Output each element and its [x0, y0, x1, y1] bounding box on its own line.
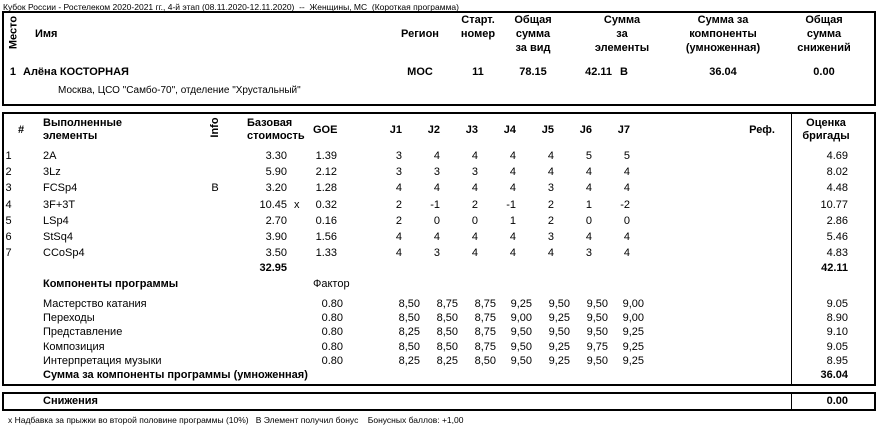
judge-score: 9,25 — [622, 355, 644, 367]
skater-start-number: 11 — [472, 66, 484, 78]
element-panel-score: 4.48 — [826, 182, 848, 194]
element-row — [0, 166, 880, 183]
judge-score: 9,50 — [548, 298, 570, 310]
judge-score: 3 — [547, 182, 554, 194]
element-score-total: 42.11 — [821, 262, 848, 274]
judge-score: 4 — [433, 150, 440, 162]
judge-score: 9,50 — [510, 341, 532, 353]
judge-score: 9,25 — [548, 341, 570, 353]
element-panel-score: 4.69 — [826, 150, 848, 162]
judge-score: 9,50 — [510, 326, 532, 338]
judge-score: 4 — [471, 182, 478, 194]
judge-score: 8,50 — [474, 355, 496, 367]
judge-score: 2 — [395, 199, 402, 211]
element-number: 6 — [5, 231, 12, 243]
judge-score: 8,25 — [436, 355, 458, 367]
col-header-start-1: Старт. — [461, 14, 495, 26]
elements-header-info: Info — [209, 117, 221, 138]
element-goe: 2.12 — [315, 166, 337, 178]
judge-score: 8,50 — [398, 298, 420, 310]
element-name: StSq4 — [43, 231, 73, 243]
element-goe: 1.56 — [315, 231, 337, 243]
judge-header: J4 — [503, 124, 516, 136]
deductions-box — [2, 392, 876, 411]
col-header-elements-2: за — [616, 28, 628, 40]
judge-score: 9,25 — [548, 355, 570, 367]
judge-score: 4 — [471, 150, 478, 162]
judge-score: 1 — [585, 199, 592, 211]
element-number: 7 — [5, 247, 12, 259]
elements-header-panel-2: бригады — [802, 130, 850, 142]
judge-score: 8,50 — [398, 312, 420, 324]
element-name: 3Lz — [43, 166, 61, 178]
judge-score: 4 — [585, 166, 592, 178]
col-header-deductions-1: Общая — [805, 14, 843, 26]
judge-score: 8,25 — [398, 326, 420, 338]
components-title: Компоненты программы — [43, 278, 179, 290]
element-base-value: 3.90 — [265, 231, 287, 243]
judge-score: 4 — [471, 247, 478, 259]
element-row — [0, 199, 880, 216]
judge-score: 8,50 — [398, 341, 420, 353]
judge-header: J3 — [465, 124, 478, 136]
judge-score: 4 — [547, 166, 554, 178]
skater-element-score: 42.11 — [585, 66, 612, 78]
judge-score: 5 — [585, 150, 592, 162]
judge-score: 9,75 — [586, 341, 608, 353]
judge-score: 8,75 — [474, 312, 496, 324]
judge-score: 4 — [547, 150, 554, 162]
judge-score: 3 — [471, 166, 478, 178]
judge-score: 4 — [509, 247, 516, 259]
judge-score: 8,75 — [474, 326, 496, 338]
judge-score: 5 — [623, 150, 630, 162]
element-base-value: 10.45 — [259, 199, 287, 211]
judge-score: 3 — [433, 247, 440, 259]
components-header-row — [0, 278, 880, 295]
judge-header: J7 — [617, 124, 630, 136]
elements-header-num: # — [18, 124, 25, 136]
component-panel-score: 9.05 — [826, 298, 848, 310]
elements-total-row — [0, 262, 880, 279]
judge-score: 4 — [433, 182, 440, 194]
element-goe: 0.16 — [315, 215, 337, 227]
judge-score: 4 — [585, 182, 592, 194]
judge-header: J6 — [579, 124, 592, 136]
judge-score: 8,75 — [474, 341, 496, 353]
component-factor: 0.80 — [321, 312, 343, 324]
judge-score: -1 — [430, 199, 440, 211]
element-name: 2A — [43, 150, 57, 162]
judge-score: 4 — [395, 247, 402, 259]
judge-score: 4 — [395, 182, 402, 194]
component-factor: 0.80 — [321, 326, 343, 338]
element-name: CCoSp4 — [43, 247, 85, 259]
component-panel-score: 9.10 — [826, 326, 848, 338]
judge-score: 4 — [623, 182, 630, 194]
judge-header: J1 — [389, 124, 402, 136]
skater-region: МОС — [407, 66, 433, 78]
col-header-deductions-3: снижений — [797, 42, 851, 54]
component-factor: 0.80 — [321, 298, 343, 310]
judge-score: 3 — [395, 150, 402, 162]
col-header-deductions-2: сумма — [806, 28, 842, 40]
judge-score: 4 — [623, 166, 630, 178]
judge-score: 8,50 — [436, 341, 458, 353]
judge-score: 4 — [623, 231, 630, 243]
judge-score: 3 — [585, 247, 592, 259]
judge-score: 4 — [547, 247, 554, 259]
elements-header-goe: GOE — [313, 124, 338, 136]
component-name: Интерпретация музыки — [43, 355, 162, 367]
col-header-place: Место — [7, 15, 20, 50]
components-sum-row — [0, 369, 880, 386]
col-header-components-2: компоненты — [689, 28, 757, 40]
judge-score: 4 — [509, 182, 516, 194]
element-number: 5 — [5, 215, 12, 227]
judge-score: 2 — [547, 199, 554, 211]
col-header-elements-3: элементы — [594, 42, 650, 54]
judge-score: 9,25 — [622, 341, 644, 353]
col-header-elements-1: Сумма — [603, 14, 641, 26]
component-panel-score: 8.90 — [826, 312, 848, 324]
judge-score: -1 — [506, 199, 516, 211]
element-number: 2 — [5, 166, 12, 178]
elements-header-judges — [0, 124, 880, 141]
elements-header-ref: Реф. — [749, 124, 775, 136]
judge-score: -2 — [620, 199, 630, 211]
components-sum-label: Сумма за компоненты программы (умноженная) — [43, 369, 308, 381]
elements-header-base-1: Базовая — [247, 117, 293, 129]
element-goe: 1.39 — [315, 150, 337, 162]
judge-score: 3 — [433, 166, 440, 178]
elements-header-panel-1: Оценка — [806, 117, 846, 129]
judge-score: 1 — [509, 215, 516, 227]
component-name: Композиция — [43, 341, 105, 353]
judge-score: 3 — [395, 166, 402, 178]
judge-score: 9,00 — [622, 298, 644, 310]
component-factor: 0.80 — [321, 341, 343, 353]
judge-score: 9,25 — [622, 326, 644, 338]
component-name: Мастерство катания — [43, 298, 147, 310]
judge-score: 4 — [433, 231, 440, 243]
component-name: Переходы — [43, 312, 95, 324]
judge-score: 2 — [547, 215, 554, 227]
col-header-components-3: (умноженная) — [685, 42, 761, 54]
judge-score: 8,25 — [398, 355, 420, 367]
element-panel-score: 4.83 — [826, 247, 848, 259]
element-name: FCSp4 — [43, 182, 78, 194]
skater-place: 1 — [9, 66, 16, 78]
competition-title: Кубок России - Ростелеком 2020-2021 гг., 4-й этап (08.11.2020-12.11.2020) -- Женщины, МС (Короткая программа) — [3, 2, 459, 12]
element-info: В — [211, 182, 219, 194]
skater-component-score: 36.04 — [709, 66, 737, 78]
col-header-segment-1: Общая — [514, 14, 552, 26]
element-base-value: 3.30 — [265, 150, 287, 162]
base-value-total: 32.95 — [259, 262, 287, 274]
skater-bonus-mark: В — [620, 66, 628, 78]
element-base-value: 3.50 — [265, 247, 287, 259]
element-row — [0, 231, 880, 248]
col-header-segment-3: за вид — [515, 42, 551, 54]
judge-score: 8,50 — [436, 312, 458, 324]
judge-score: 9,50 — [586, 298, 608, 310]
judge-score: 0 — [623, 215, 630, 227]
component-name: Представление — [43, 326, 123, 338]
element-number: 4 — [5, 199, 12, 211]
element-row — [0, 215, 880, 232]
element-base-value: 3.20 — [265, 182, 287, 194]
col-header-name: Имя — [35, 28, 58, 40]
judge-score: 4 — [509, 231, 516, 243]
element-x-mark: x — [294, 199, 300, 211]
judge-score: 9,50 — [510, 355, 532, 367]
element-panel-score: 5.46 — [826, 231, 848, 243]
component-panel-score: 9.05 — [826, 341, 848, 353]
judge-header: J5 — [541, 124, 554, 136]
judge-score: 4 — [471, 231, 478, 243]
skater-club: Москва, ЦСО "Самбо-70", отделение "Хрустальный" — [58, 85, 301, 96]
judge-score: 9,00 — [510, 312, 532, 324]
judge-score: 8,50 — [436, 326, 458, 338]
judge-score: 4 — [509, 150, 516, 162]
judge-score: 9,50 — [548, 326, 570, 338]
component-panel-score: 8.95 — [826, 355, 848, 367]
element-number: 1 — [5, 150, 12, 162]
element-row — [0, 182, 880, 199]
judge-score: 9,50 — [586, 326, 608, 338]
footnote: х Надбавка за прыжки во второй половине программы (10%) В Элемент получил бонус Бонусных баллов: +1,00 — [8, 415, 464, 425]
elements-header-executed-1: Выполненные — [43, 117, 122, 129]
deductions-value: 0.00 — [826, 395, 848, 407]
component-factor: 0.80 — [321, 355, 343, 367]
judge-score: 3 — [547, 231, 554, 243]
element-name: LSp4 — [43, 215, 69, 227]
judge-score: 9,25 — [548, 312, 570, 324]
judge-score: 8,75 — [436, 298, 458, 310]
col-header-components-1: Сумма за — [697, 14, 749, 26]
factor-label: Фактор — [313, 278, 350, 290]
judge-score: 0 — [471, 215, 478, 227]
elements-header-base-2: стоимость — [247, 130, 305, 142]
element-panel-score: 8.02 — [826, 166, 848, 178]
judge-score: 4 — [395, 231, 402, 243]
col-header-start-2: номер — [460, 28, 496, 40]
element-panel-score: 2.86 — [826, 215, 848, 227]
col-header-region: Регион — [401, 28, 439, 40]
element-goe: 1.33 — [315, 247, 337, 259]
elements-header-executed-2: элементы — [43, 130, 98, 142]
element-goe: 1.28 — [315, 182, 337, 194]
judge-header: J2 — [427, 124, 440, 136]
deductions-divider — [791, 394, 792, 409]
components-sum-value: 36.04 — [820, 369, 848, 381]
element-base-value: 2.70 — [265, 215, 287, 227]
element-base-value: 5.90 — [265, 166, 287, 178]
judge-score: 9,50 — [586, 355, 608, 367]
skater-segment-score: 78.15 — [519, 66, 547, 78]
element-row — [0, 150, 880, 167]
judge-score: 9,50 — [586, 312, 608, 324]
judge-score: 9,00 — [622, 312, 644, 324]
judge-score: 4 — [585, 231, 592, 243]
judge-score: 9,25 — [510, 298, 532, 310]
element-number: 3 — [5, 182, 12, 194]
skater-name: Алёна КОСТОРНАЯ — [23, 66, 129, 78]
skater-deductions: 0.00 — [813, 66, 835, 78]
judge-score: 0 — [433, 215, 440, 227]
judge-score: 8,75 — [474, 298, 496, 310]
judge-score: 4 — [623, 247, 630, 259]
element-panel-score: 10.77 — [820, 199, 848, 211]
col-header-segment-2: сумма — [515, 28, 551, 40]
judge-score: 2 — [471, 199, 478, 211]
judge-score: 4 — [509, 166, 516, 178]
deductions-label: Снижения — [43, 395, 98, 407]
element-goe: 0.32 — [315, 199, 337, 211]
judge-score: 2 — [395, 215, 402, 227]
judge-score: 0 — [585, 215, 592, 227]
element-name: 3F+3T — [43, 199, 76, 211]
